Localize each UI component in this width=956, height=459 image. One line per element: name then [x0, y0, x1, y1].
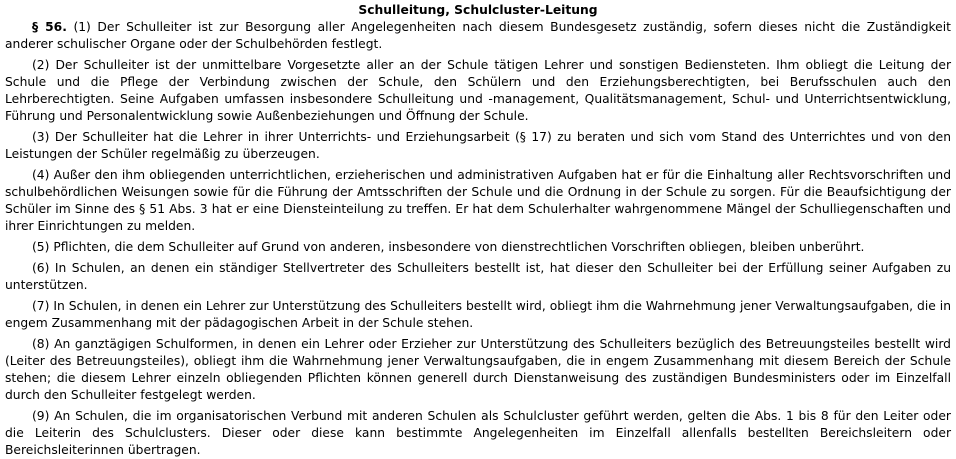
paragraph-6: (6) In Schulen, an denen ein ständiger Stellvertreter des Schulleiters bestellt ist, hat dieser den Schulleiter bei der Erfüllung seiner Aufgaben zu unterstützen. [5, 261, 951, 292]
paragraph-7: (7) In Schulen, in denen ein Lehrer zur Unterstützung des Schulleiters bestellt wird, obliegt ihm die Wahrnehmung jener Verwaltungsaufgaben, die in engem Zusammenhang mit der pädagogischen Arbeit in der Schule stehen. [5, 299, 951, 330]
section-number: § 56. [32, 20, 67, 34]
paragraph-text: (1) Der Schulleiter ist zur Besorgung aller Angelegenheiten nach diesem Bundesgesetz zuständig, sofern dieses nicht die Zuständigkeit anderer schulischer Organe oder der Schulbehörden festlegt. [5, 20, 951, 51]
paragraph-3: (3) Der Schulleiter hat die Lehrer in ihrer Unterrichts- und Erziehungsarbeit (§ 17) zu beraten und sich vom Stand des Unterrichtes und von den Leistungen der Schüler regelmäßig zu überzeugen. [5, 130, 951, 161]
paragraph-8: (8) An ganztägigen Schulformen, in denen ein Lehrer oder Erzieher zur Unterstützung des Schulleiters bezüglich des Betreuungsteiles bestellt wird (Leiter des Betreuungsteiles), obliegt ihm die Wahrnehmung jener Verwaltungsaufgaben, die in engem Zusammenhang mit diesem Bereich der Schule stehen; die diesem Lehrer einzeln obliegenden Pflichten können generell durch Dienstanweisung des zuständigen Bundesministers oder im Einzelfall durch den Schulleiter festgelegt werden. [5, 337, 951, 402]
paragraph-4: (4) Außer den ihm obliegenden unterrichtlichen, erzieherischen und administrativen Aufgaben hat er für die Einhaltung aller Rechtsvorschriften und schulbehördlichen Weisungen sowie für die Führung der Amtsschriften der Schule und die Ordnung in der Schule zu sorgen. Für die Beaufsichtigung der Schüler im Sinne des § 51 Abs. 3 hat er eine Diensteinteilung zu treffen. Er hat dem Schulerhalter wahrgenommene Mängel der Schulliegenschaften und ihrer Einrichtungen zu melden. [5, 168, 951, 233]
paragraph-5: (5) Pflichten, die dem Schulleiter auf Grund von anderen, insbesondere von dienstrechtlichen Vorschriften obliegen, bleiben unberührt. [32, 240, 865, 254]
paragraph-2: (2) Der Schulleiter ist der unmittelbare Vorgesetzte aller an der Schule tätigen Lehrer und sonstigen Bediensteten. Ihm obliegt die Leitung der Schule und die Pflege der Verbindung zwischen der Schule, den Schülern und den Erziehungsberechtigten, bei Berufsschulen auch den Lehrberechtigten. Seine Aufgaben umfassen insbesondere Schulleitung und -management, Qualitätsmanagement, Schul- und Unterrichtsentwicklung, Führung und Personalentwicklung sowie Außenbeziehungen und Öffnung der Schule. [5, 58, 951, 123]
paragraph-9: (9) An Schulen, die im organisatorischen Verbund mit anderen Schulen als Schulcluster geführt werden, gelten die Abs. 1 bis 8 für den Leiter oder die Leiterin des Schulclusters. Dieser oder diese kann bestimmte Angelegenheiten im Einzelfall allenfalls bestellten Bereichsleitern oder Bereichsleiterinnen übertragen. [5, 409, 951, 457]
paragraph-1 [5, 19, 951, 53]
section-heading: Schulleitung, Schulcluster-Leitung [358, 3, 598, 17]
